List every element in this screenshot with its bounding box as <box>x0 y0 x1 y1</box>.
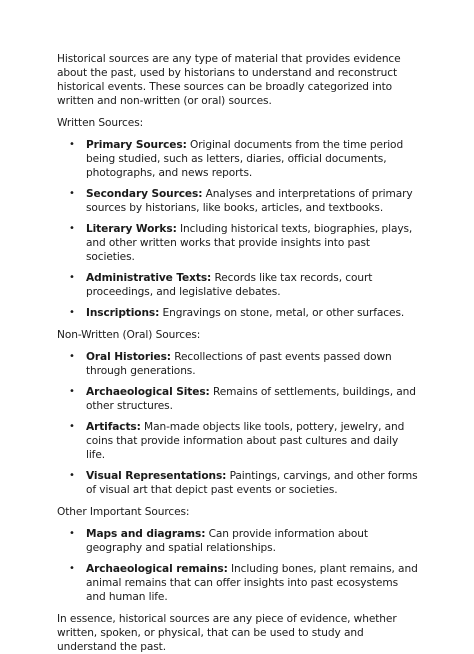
item-term: Administrative Texts: <box>86 272 212 284</box>
bullet-icon: • <box>69 528 75 539</box>
item-term: Maps and diagrams: <box>86 528 206 540</box>
item-text: Analyses and interpretations of primary sources by historians, like books, articles, and textbooks. <box>86 188 413 214</box>
bullet-icon: • <box>69 307 75 318</box>
item-term: Archaeological remains: <box>86 563 228 575</box>
bullet-icon: • <box>69 223 75 234</box>
list-item <box>57 562 419 604</box>
item-text: Paintings, carvings, and other forms of visual art that depict past events or societies. <box>86 470 418 496</box>
bullet-icon: • <box>69 139 75 150</box>
list-item <box>57 469 419 497</box>
item-text: Remains of settlements, buildings, and other structures. <box>86 386 416 412</box>
intro-paragraph: Historical sources are any type of material that provides evidence about the past, used by historians to understand and reconstruct historical events. These sources can be broadly categorized into written and non-written (or oral) sources. <box>57 53 401 107</box>
document-page <box>57 52 419 654</box>
item-text: Records like tax records, court proceedings, and legislative debates. <box>86 272 373 298</box>
bullet-icon: • <box>69 386 75 397</box>
list-item <box>57 222 419 264</box>
list-item <box>57 138 419 180</box>
bullet-icon: • <box>69 421 75 432</box>
item-text: Man-made objects like tools, pottery, jewelry, and coins that provide information about past cultures and daily life. <box>86 421 405 461</box>
list-item <box>57 527 419 555</box>
bullet-icon: • <box>69 563 75 574</box>
list-item <box>57 350 419 378</box>
item-term: Inscriptions: <box>86 307 160 319</box>
item-text: Including bones, plant remains, and animal remains that can offer insights into past ecosystems and human life. <box>86 563 418 603</box>
item-term: Visual Representations: <box>86 470 227 482</box>
conclusion-paragraph: In essence, historical sources are any piece of evidence, whether written, spoken, or physical, that can be used to study and understand the past. <box>57 613 397 653</box>
bullet-list-written <box>57 138 419 320</box>
section-heading-other: Other Important Sources: <box>57 506 190 518</box>
item-term: Artifacts: <box>86 421 141 433</box>
bullet-icon: • <box>69 351 75 362</box>
item-term: Primary Sources: <box>86 139 187 151</box>
item-term: Archaeological Sites: <box>86 386 210 398</box>
item-text: Can provide information about geography and spatial relationships. <box>86 528 368 554</box>
bullet-icon: • <box>69 188 75 199</box>
list-item <box>57 271 419 299</box>
section-heading-non-written: Non-Written (Oral) Sources: <box>57 329 201 341</box>
list-item <box>57 420 419 462</box>
bullet-list-non-written <box>57 350 419 497</box>
bullet-icon: • <box>69 470 75 481</box>
bullet-list-other <box>57 527 419 604</box>
item-term: Oral Histories: <box>86 351 171 363</box>
item-text: Engravings on stone, metal, or other surfaces. <box>159 307 405 319</box>
bullet-icon: • <box>69 272 75 283</box>
list-item <box>57 385 419 413</box>
item-text: Recollections of past events passed down through generations. <box>86 351 392 377</box>
item-term: Literary Works: <box>86 223 177 235</box>
list-item <box>57 306 419 320</box>
section-heading-written: Written Sources: <box>57 117 144 129</box>
item-text: Original documents from the time period being studied, such as letters, diaries, official documents, photographs, and news reports. <box>86 139 404 179</box>
list-item <box>57 187 419 215</box>
item-term: Secondary Sources: <box>86 188 203 200</box>
item-text: Including historical texts, biographies, plays, and other written works that provide insights into past societies. <box>86 223 413 263</box>
